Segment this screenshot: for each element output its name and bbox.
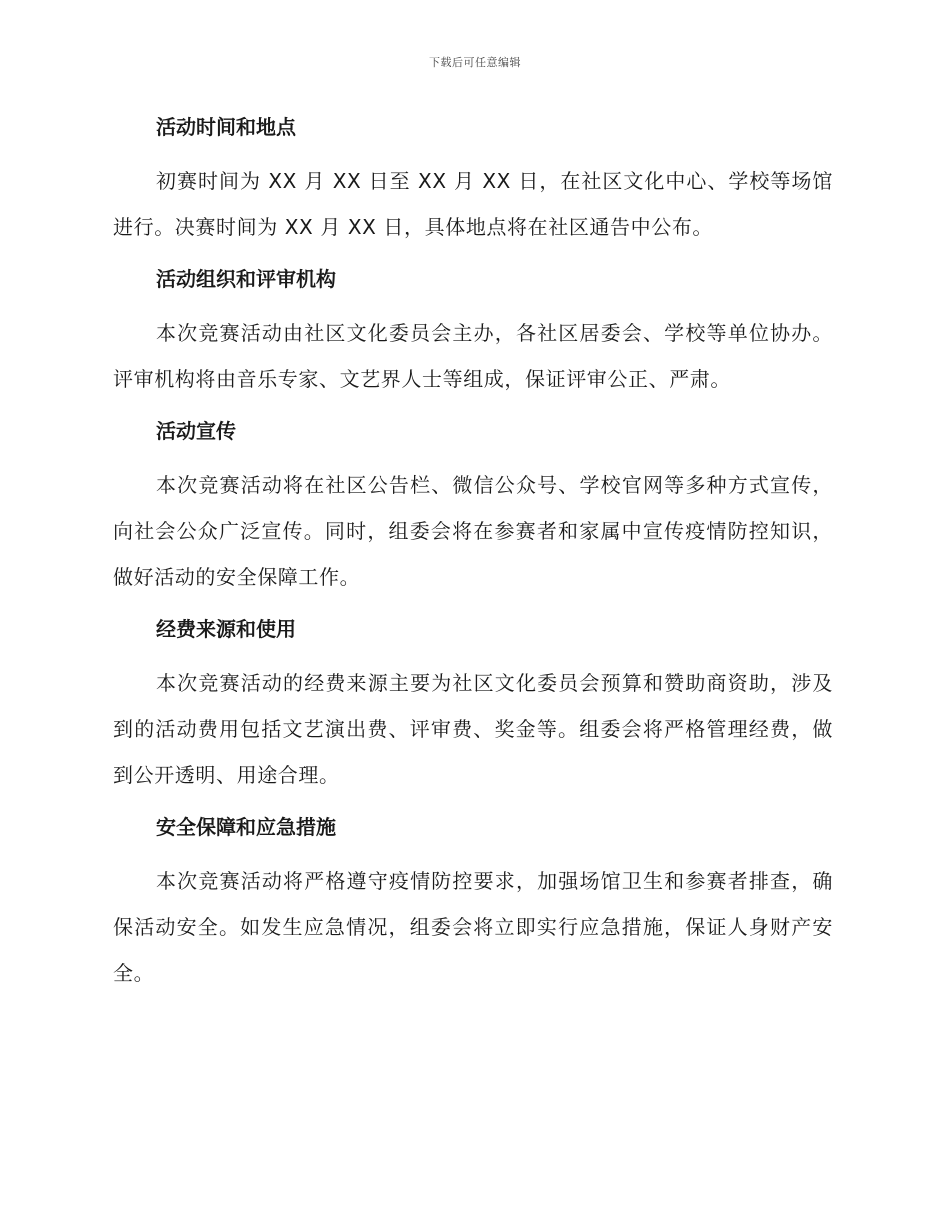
section-paragraph <box>113 660 833 798</box>
section-heading: 活动组织和评审机构 <box>156 267 336 291</box>
section-heading: 经费来源和使用 <box>156 617 296 641</box>
paragraph-line: 及到的活动费用包括文艺演出费、评审费、奖金等。组委会将严格管理经 <box>113 671 833 741</box>
paragraph-line: 进行。决赛时间为 XX 月 XX 日，具体地点将在社区通告中公布。 <box>113 215 714 239</box>
page-header-note: 下载后可任意编辑 <box>429 56 521 69</box>
paragraph-line: 确保活动安全。如发生应急情况，组委会将立即实行应急措施，保证人身财 <box>113 869 833 939</box>
section-publicity <box>113 414 833 600</box>
section-heading: 安全保障和应急措施 <box>156 815 336 839</box>
paragraph-line: 本次竞赛活动由社区文化委员会主办，各社区居委会、学校等单位协 <box>156 321 792 345</box>
paragraph-line: 传，向社会公众广泛宣传。同时，组委会将在参赛者和家属中宣传疫情防控 <box>113 473 834 543</box>
section-paragraph <box>113 158 833 250</box>
paragraph-line: 本次竞赛活动将严格遵守疫情防控要求，加强场馆卫生和参赛者排查， <box>156 869 813 893</box>
section-time-location <box>113 110 833 250</box>
section-paragraph <box>113 462 833 600</box>
section-funding <box>113 612 833 798</box>
paragraph-line: 本次竞赛活动的经费来源主要为社区文化委员会预算和赞助商资助，涉 <box>156 671 813 695</box>
paragraph-line: 办。评审机构将由音乐专家、文艺界人士等组成，保证评审公正、严肃。 <box>113 321 834 391</box>
section-safety <box>113 810 833 996</box>
section-paragraph <box>113 310 833 402</box>
paragraph-line: 本次竞赛活动将在社区公告栏、微信公众号、学校官网等多种方式宣 <box>156 473 792 497</box>
document-body <box>113 110 833 1008</box>
section-paragraph <box>113 858 833 996</box>
paragraph-line: 知识，做好活动的安全保障工作。 <box>113 519 833 589</box>
paragraph-line: 产安全。 <box>113 915 833 985</box>
section-heading: 活动时间和地点 <box>156 115 296 139</box>
paragraph-line: 费，做到公开透明、用途合理。 <box>113 717 833 787</box>
section-heading: 活动宣传 <box>156 419 236 443</box>
section-organization <box>113 262 833 402</box>
paragraph-line: 初赛时间为 XX 月 XX 日至 XX 月 XX 日，在社区文化中心、学校等场馆 <box>156 169 833 193</box>
